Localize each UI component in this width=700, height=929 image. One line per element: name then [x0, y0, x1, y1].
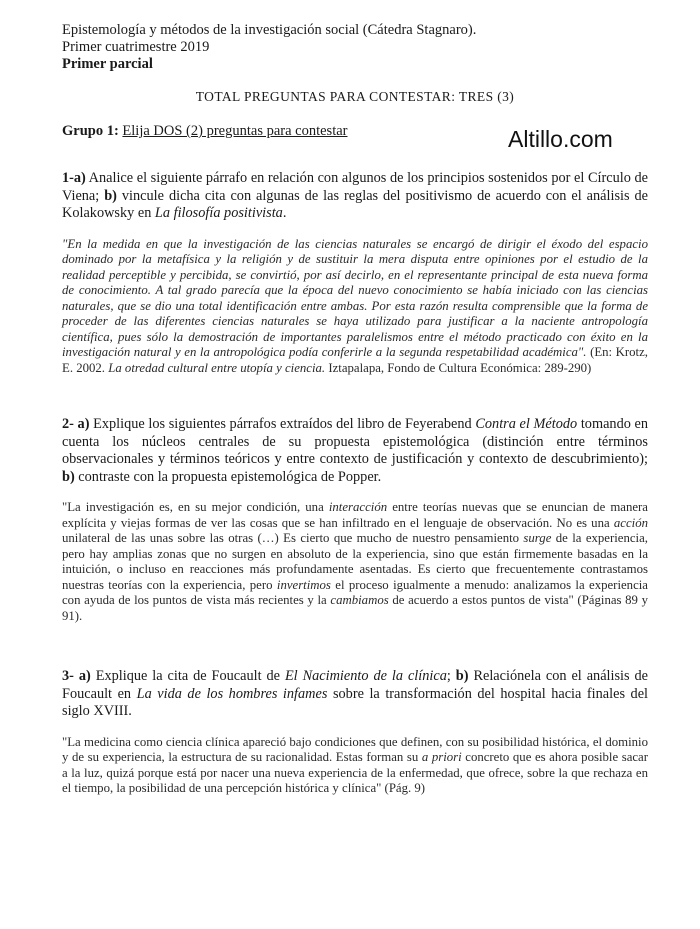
question-1-book: La filosofía positivista [154, 205, 283, 221]
quote-1-source-post: Iztapalapa, Fondo de Cultura Económica: 289-290) [328, 360, 592, 375]
quote-2-seg-3: unilateral de las unas sobre las otras (…) Es cierto que mucho de nuestro pensamiento [62, 531, 520, 545]
quote-3-seg-2: concreto que es ahora posible sacar a la luz, quizá porque está por nacer una nueva experiencia de la enfermedad, que ofrece, sobre la que rechaza en el tiempo, la posibilidad de una percepción histórica y clínica" (Pág. 9) [62, 750, 648, 795]
question-1-end: . [282, 205, 287, 221]
question-3-quote [62, 735, 648, 797]
quote-2-ital-5: cambiamos [330, 593, 389, 607]
quote-2-ital-4: invertimos [276, 577, 331, 592]
quote-2-ital-1: interacción [328, 500, 388, 514]
question-3-part-a1: Explique la cita de Foucault de [95, 668, 280, 684]
group-instruction: Elija DOS (2) preguntas para contestar [122, 123, 348, 139]
question-2-book: Contra el Método [475, 416, 578, 432]
question-3-part-b2: sobre la transformación del hospital hacia finales del siglo XVIII. [62, 685, 649, 719]
question-1-b-label: b) [104, 187, 117, 204]
quote-2-seg-2: entre teorías nuevas que se enuncian de manera explícita y viejas formas de ver las cosas que se han infiltrado en el lenguaje de observación. No es una [62, 500, 648, 530]
question-1-part-a: Analice el siguiente párrafo en relación con algunos de los principios sostenidos por el Círculo de Viena; [62, 170, 648, 204]
group-label: Grupo 1: [62, 123, 119, 139]
quote-2-seg-6: de acuerdo a estos puntos de vista" (Páginas 89 y 91). [62, 593, 649, 623]
question-3 [62, 668, 648, 721]
question-3-number: 3- a) [62, 668, 91, 684]
quote-2-ital-2: acción [613, 515, 648, 530]
question-3-part-b1: Relaciónela con el análisis de Foucault en [62, 668, 649, 702]
question-3-b-label: b) [455, 668, 469, 684]
question-1-number: 1-a) [62, 170, 86, 186]
quote-2-ital-3: surge [523, 531, 552, 545]
quote-1-source-pre: (En: Krotz, E. 2002. [62, 345, 648, 375]
quote-2-seg-4: de la experiencia, pero hay amplias zonas que no surgen en absoluto de la experiencia, sino que están firmemente basadas en la intuición, o incluso en reacciones más profundamente asentadas. Es cierto que frecuentemente contrastamos nuestras teorías con la experiencia, pero [62, 531, 648, 592]
question-2-b-label: b) [62, 468, 75, 485]
total-questions-line: TOTAL PREGUNTAS PARA CONTESTAR: TRES (3) [195, 89, 515, 104]
question-1-part-b: vincule dicha cita con algunas de las reglas del positivismo de acuerdo con el análisis de Kolakowsky en [62, 187, 649, 221]
quote-3-seg-1: "La medicina como ciencia clínica apareció bajo condiciones que definen, con su posibilidad histórica, el dominio y de su experiencia, la estructura de su racionalidad. Estas forman su [62, 734, 648, 764]
watermark-logo: Altillo.com [508, 126, 613, 152]
quote-3-ital-1: a priori [421, 750, 462, 764]
question-1 [62, 170, 648, 223]
question-3-book-2: La vida de los hombres infames [136, 685, 328, 702]
question-2 [62, 416, 648, 486]
quote-2-seg-1: "La investigación es, en su mejor condición, una [62, 500, 324, 514]
term-line: Primer cuatrimestre 2019 [62, 39, 210, 55]
question-2-quote [62, 500, 648, 624]
quote-2-seg-5: el proceso igualmente a menudo: analizamos la experiencia con ayuda de los puntos de vista más recientes y la [62, 577, 648, 607]
course-title: Epistemología y métodos de la investigación social (Cátedra Stagnaro). [62, 22, 477, 38]
question-1-quote [62, 237, 648, 377]
quote-1-source-book: La otredad cultural entre utopía y ciencia. [108, 360, 326, 375]
question-3-book-1: El Nacimiento de la clínica [284, 668, 447, 684]
question-2-number: 2- a) [62, 416, 90, 432]
question-3-part-a2: ; [446, 668, 451, 684]
question-2-part-b: contraste con la propuesta epistemológica de Popper. [78, 468, 382, 485]
question-2-part-a1: Explique los siguientes párrafos extraídos del libro de Feyerabend [93, 416, 472, 432]
question-2-part-a2: tomando en cuenta los núcleos centrales de su propuesta epistemológica (distinción entre términos observacionales y términos teóricos y entre contexto de justificación y contexto de descubrimiento); [62, 416, 649, 467]
quote-1-text: "En la medida en que la investigación de las ciencias naturales se encargó de dirigir el éxodo del espacio dominado por la metafísica y la religión y de sustituir la mera disputa entre opiniones por el estudio de la realidad perceptible y percibida, se convirtió, por así decirlo, en el representante principal de esta nueva forma de conocimiento. A tal grado parecía que la época del nuevo conocimiento se había iniciado con las ciencias naturales, que se dio una total identificación entre ambas. Por esta razón resulta comprensible que la forma de proceder de las diferentes ciencias naturales se haya utilizado para justificar a la naciente antropología científica, pues sólo la demostración de importantes paralelismos entre el método practicado con éxito en la investigación natural y en la antropológica podía conferirle a la segunda respetabilidad académica". [62, 236, 648, 359]
exam-title: Primer parcial [62, 56, 153, 72]
